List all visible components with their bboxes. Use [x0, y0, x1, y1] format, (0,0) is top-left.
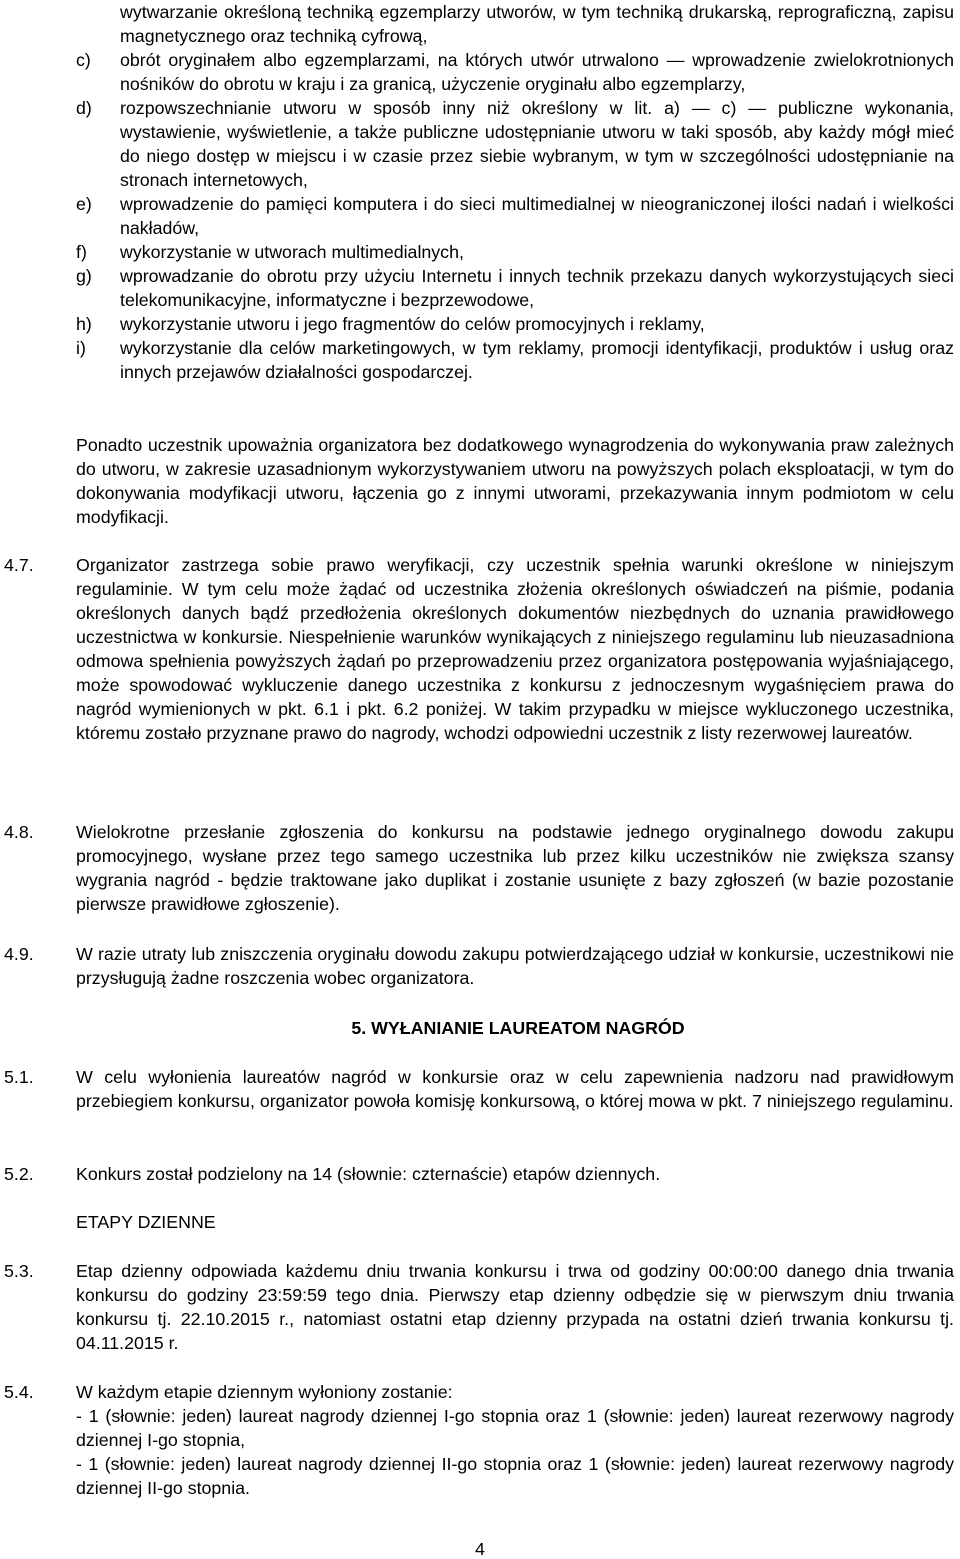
list-letter: c)	[76, 50, 91, 70]
section-number: 4.7.	[4, 555, 34, 575]
section-line: - 1 (słownie: jeden) laureat nagrody dziennej I-go stopnia oraz 1 (słownie: jeden) laureat rezerwowy nagrody dziennej I-go stopnia,	[76, 1406, 954, 1450]
list-item-continuation	[0, 0, 960, 48]
section-5-2	[0, 1162, 960, 1186]
section-number: 4.9.	[4, 944, 34, 964]
section-text: Organizator zastrzega sobie prawo weryfikacji, czy uczestnik spełnia warunki określone w niniejszym regulaminie. W tym celu może żądać od uczestnika złożenia określonych oświadczeń na piśmie, podania określonych danych bądź przedłożenia określonych dokumentów niezbędnych do uznania prawidłowego uczestnictwa w konkursie. Niespełnienie warunków wynikających z niniejszego regulaminu lub nieuzasadniona odmowa spełnienia powyższych żądań po przeprowadzeniu przez organizatora postępowania wyjaśniającego, może spowodować wykluczenie danego uczestnika z konkursu z jednoczesnym wygaśnięciem prawa do nagród wymienionych w pkt. 6.1 i pkt. 6.2 poniżej. W takim przypadku w miejsce wykluczonego uczestnika, któremu zostało przyznane prawo do nagrody, wchodzi odpowiedni uczestnik z listy rezerwowej laureatów.	[76, 555, 954, 743]
list-item-h	[0, 312, 960, 336]
section-heading: 5. WYŁANIANIE LAUREATOM NAGRÓD	[351, 1018, 685, 1038]
section-text: Etap dzienny odpowiada każdemu dniu trwania konkursu i trwa od godziny 00:00:00 danego dnia trwania konkursu do godziny 23:59:59 tego dnia. Pierwszy etap dzienny odbędzie się w pierwszym dniu trwania konkursu tj. 22.10.2015 r., natomiast ostatni etap dzienny przypada na ostatni dzień trwania konkursu tj. 04.11.2015 r.	[76, 1261, 954, 1353]
section-intro: W każdym etapie dziennym wyłoniony zostanie:	[76, 1382, 453, 1402]
list-letter: g)	[76, 266, 92, 286]
list-item-text: obrót oryginałem albo egzemplarzami, na których utwór utrwalono — wprowadzenie zwielokrotnionych nośników do obrotu w kraju i za granicą, użyczenie oryginału albo egzemplarzy,	[120, 50, 954, 94]
section-text: W celu wyłonienia laureatów nagród w konkursie oraz w celu zapewnienia nadzoru nad prawidłowym przebiegiem konkursu, organizator powoła komisję konkursową, o której mowa w pkt. 7 niniejszego regulaminu.	[76, 1067, 954, 1111]
section-number: 5.4.	[4, 1382, 34, 1402]
section-number: 5.3.	[4, 1261, 34, 1281]
list-item-d	[0, 96, 960, 192]
section-4-7	[0, 553, 960, 745]
list-item-c	[0, 48, 960, 96]
list-letter: d)	[76, 98, 92, 118]
list-item-text: rozpowszechnianie utworu w sposób inny niż określony w lit. a) — c) — publiczne wykonania, wystawienie, wyświetlenie, a także publiczne udostępnianie utworu w taki sposób, aby każdy mógł mieć do niego dostęp w miejscu i w czasie przez siebie wybranym, w tym w szczególności udostępnianie na stronach internetowych,	[120, 98, 954, 190]
list-item-i	[0, 336, 960, 384]
section-5-1	[0, 1065, 960, 1113]
list-item-text: wprowadzenie do pamięci komputera i do sieci multimedialnej w nieograniczonej ilości nadań i wielkości nakładów,	[120, 194, 954, 238]
list-letter: h)	[76, 314, 92, 334]
list-item-text: wytwarzanie określoną techniką egzemplarzy utworów, w tym techniką drukarską, reprograficzną, zapisu magnetycznego oraz techniką cyfrową,	[120, 2, 954, 46]
section-number: 4.8.	[4, 822, 34, 842]
list-letter: f)	[76, 242, 87, 262]
section-line: - 1 (słownie: jeden) laureat nagrody dziennej II-go stopnia oraz 1 (słownie: jeden) laureat rezerwowy nagrody dziennej II-go stopnia.	[76, 1454, 954, 1498]
section-number: 5.1.	[4, 1067, 34, 1087]
section-number: 5.2.	[4, 1164, 34, 1184]
section-text: W razie utraty lub zniszczenia oryginału dowodu zakupu potwierdzającego udział w konkursie, uczestnikowi nie przysługują żadne roszczenia wobec organizatora.	[76, 944, 954, 988]
section-text: Konkurs został podzielony na 14 (słownie: czternaście) etapów dziennych.	[76, 1164, 661, 1184]
list-letter: i)	[76, 338, 86, 358]
section-5-3	[0, 1259, 960, 1355]
list-item-g	[0, 264, 960, 312]
section-5-4	[0, 1380, 960, 1500]
list-item-text: wprowadzanie do obrotu przy użyciu Internetu i innych technik przekazu danych wykorzystujących sieci telekomunikacyjne, informatyczne i bezprzewodowe,	[120, 266, 954, 310]
etapy-dzienne-label: ETAPY DZIENNE	[76, 1212, 216, 1232]
list-item-f	[0, 240, 960, 264]
list-item-e	[0, 192, 960, 240]
section-text: Wielokrotne przesłanie zgłoszenia do konkursu na podstawie jednego oryginalnego dowodu zakupu promocyjnego, wysłane przez tego samego uczestnika lub przez kilku uczestników nie zwiększa szansy wygrania nagród - będzie traktowane jako duplikat i zostanie usunięte z bazy zgłoszeń (w bazie pozostanie pierwsze prawidłowe zgłoszenie).	[76, 822, 954, 914]
list-letter: e)	[76, 194, 92, 214]
list-item-text: wykorzystanie dla celów marketingowych, w tym reklamy, promocji identyfikacji, produktów i usług oraz innych przejawów działalności gospodarczej.	[120, 338, 954, 382]
section-4-8	[0, 820, 960, 916]
section-4-9	[0, 942, 960, 990]
list-section	[0, 0, 960, 384]
list-item-text: wykorzystanie utworu i jego fragmentów do celów promocyjnych i reklamy,	[120, 314, 705, 334]
page-number: 4	[475, 1539, 485, 1559]
list-item-text: wykorzystanie w utworach multimedialnych,	[120, 242, 464, 262]
paragraph-ponadto: Ponadto uczestnik upoważnia organizatora bez dodatkowego wynagrodzenia do wykonywania praw zależnych do utworu, w zakresie uzasadnionym wykorzystywaniem utworu na powyższych polach eksploatacji, w tym do dokonywania modyfikacji utworu, łączenia go z innymi utworami, przekazywania innym podmiotom w celu modyfikacji.	[76, 435, 954, 527]
